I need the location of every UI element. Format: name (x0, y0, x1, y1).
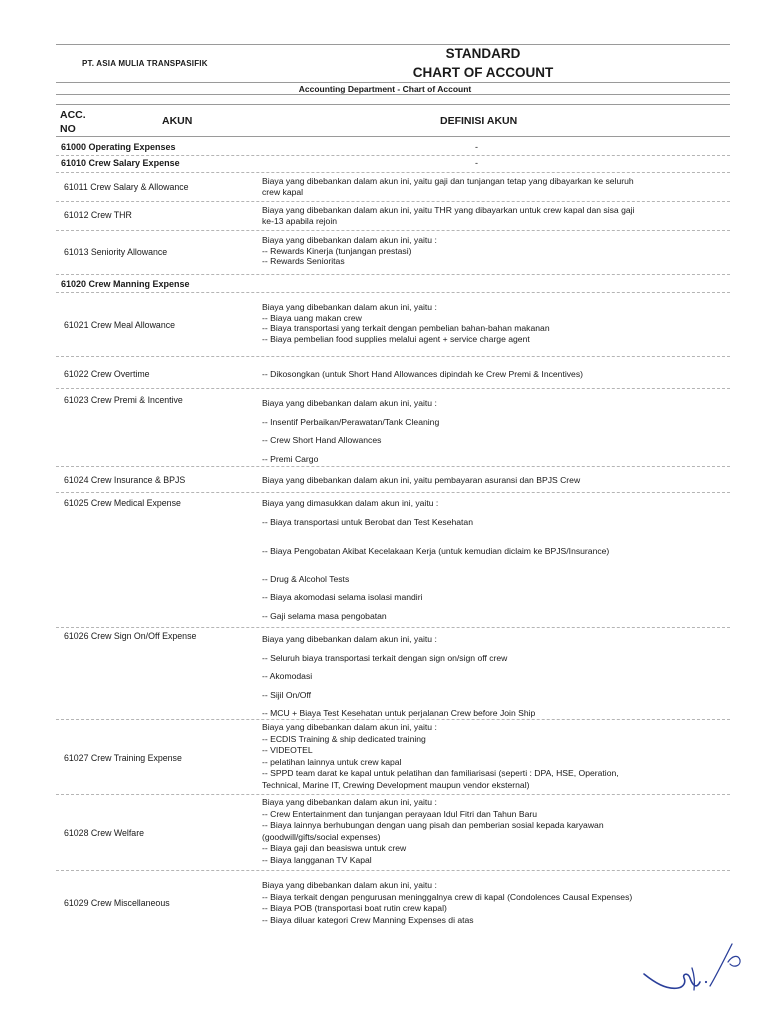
rule (56, 870, 730, 871)
definition-61022: -- Dikosongkan (untuk Short Hand Allowances dipindah ke Crew Premi & Incentives) (262, 369, 583, 379)
account-61012: 61012 Crew THR (64, 210, 132, 220)
definition-61021: Biaya yang dibebankan dalam akun ini, yaitu : -- Biaya uang makan crew -- Biaya transportasi yang terkait dengan pembelian bahan-bahan makanan -- Biaya pembelian food supplies melalui agent + service charge agent (262, 302, 550, 344)
rule (56, 94, 730, 95)
column-header-acc-no: ACC. NO (60, 109, 86, 135)
account-61024: 61024 Crew Insurance & BPJS (64, 475, 186, 485)
rule (56, 719, 730, 720)
definition-61011: Biaya yang dibebankan dalam akun ini, yaitu gaji dan tunjangan tetap yang dibayarkan ke seluruh crew kapal (262, 176, 634, 197)
section-operating-expenses: 61000 Operating Expenses (61, 142, 176, 152)
rule (56, 388, 730, 389)
account-61021: 61021 Crew Meal Allowance (64, 320, 176, 330)
section-mark: - (475, 142, 478, 152)
signature-image (640, 938, 750, 998)
rule (56, 274, 730, 275)
account-61011: 61011 Crew Salary & Allowance (64, 182, 189, 192)
department-line: Accounting Department - Chart of Account (298, 84, 472, 94)
rule (56, 82, 730, 83)
definition-61023: Biaya yang dibebankan dalam akun ini, yaitu : -- Insentif Perbaikan/Perawatan/Tank Cleaning -- Crew Short Hand Allowances -- Premi Cargo (262, 398, 440, 464)
rule (56, 136, 730, 137)
definition-61024: Biaya yang dibebankan dalam akun ini, yaitu pembayaran asuransi dan BPJS Crew (262, 475, 581, 485)
rule (56, 292, 730, 293)
rule (56, 230, 730, 231)
rule (56, 794, 730, 795)
column-header-akun: AKUN (162, 115, 193, 127)
section-mark: - (475, 158, 478, 168)
account-61013: 61013 Seniority Allowance (64, 247, 168, 257)
account-61022: 61022 Crew Overtime (64, 369, 150, 379)
account-61023: 61023 Crew Premi & Incentive (64, 395, 183, 405)
rule (56, 44, 730, 45)
rule (56, 104, 730, 105)
definition-61029: Biaya yang dibebankan dalam akun ini, yaitu : -- Biaya terkait dengan pengurusan meninggalnya crew di kapal (Condolences Causal Expenses) -- Biaya POB (transportasi boat rutin crew kapal) -- Biaya diluar kategori Crew Manning Expenses di atas (262, 880, 633, 925)
account-61028: 61028 Crew Welfare (64, 828, 145, 838)
rule (56, 155, 730, 156)
rule (56, 172, 730, 173)
definition-61026: Biaya yang dibebankan dalam akun ini, yaitu : -- Seluruh biaya transportasi terkait dengan sign on/sign off crew -- Akomodasi -- Sijil On/Off -- MCU + Biaya Test Kesehatan untuk perjalanan Crew before Join Ship (262, 634, 536, 718)
definition-61025: Biaya yang dimasukkan dalam akun ini, yaitu : -- Biaya transportasi untuk Berobat dan Test Kesehatan -- Biaya Pengobatan Akibat Kecelakaan Kerja (untuk kemudian diclaim ke BPJS/Insurance) -- Drug & Alcohol Tests -- Biaya akomodasi selama isolasi mandiri -- Gaji selama masa pengobatan (262, 498, 610, 621)
rule (56, 466, 730, 467)
account-61026: 61026 Crew Sign On/Off Expense (64, 631, 197, 641)
document-subtitle: CHART OF ACCOUNT (412, 65, 554, 80)
rule (56, 492, 730, 493)
definition-61028: Biaya yang dibebankan dalam akun ini, yaitu : -- Crew Entertainment dan tunjangan perayaan Idul Fitri dan Tahun Baru -- Biaya lainnya berhubungan dengan uang pisah dan pemberian sosial kepada karyawan (goodwill/gifts/social expenses) -- Biaya gaji dan beasiswa untuk crew -- Biaya langganan TV Kapal (262, 797, 604, 865)
account-61029: 61029 Crew Miscellaneous (64, 898, 170, 908)
section-crew-salary-expense: 61010 Crew Salary Expense (61, 158, 180, 168)
rule (56, 201, 730, 202)
document-title: STANDARD (445, 46, 521, 61)
definition-61013: Biaya yang dibebankan dalam akun ini, yaitu : -- Rewards Kinerja (tunjangan prestasi) -- Rewards Senioritas (262, 235, 437, 267)
definition-61027: Biaya yang dibebankan dalam akun ini, yaitu : -- ECDIS Training & ship dedicated training -- VIDEOTEL -- pelatihan lainnya untuk crew kapal -- SPPD team darat ke kapal untuk pelatihan dan familiarisasi (seperti : DPA, HSE, Operation, Technical, Marine IT, Crewing Development maupun vendor eksternal) (262, 722, 619, 790)
definition-61012: Biaya yang dibebankan dalam akun ini, yaitu THR yang dibayarkan untuk crew kapal dan sisa gaji ke-13 apabila rejoin (262, 205, 635, 226)
column-header-definisi: DEFINISI AKUN (440, 115, 518, 127)
section-crew-manning-expense: 61020 Crew Manning Expense (61, 279, 190, 289)
company-name: PT. ASIA MULIA TRANSPASIFIK (82, 59, 208, 68)
account-61025: 61025 Crew Medical Expense (64, 498, 181, 508)
rule (56, 627, 730, 628)
rule (56, 356, 730, 357)
account-61027: 61027 Crew Training Expense (64, 753, 182, 763)
